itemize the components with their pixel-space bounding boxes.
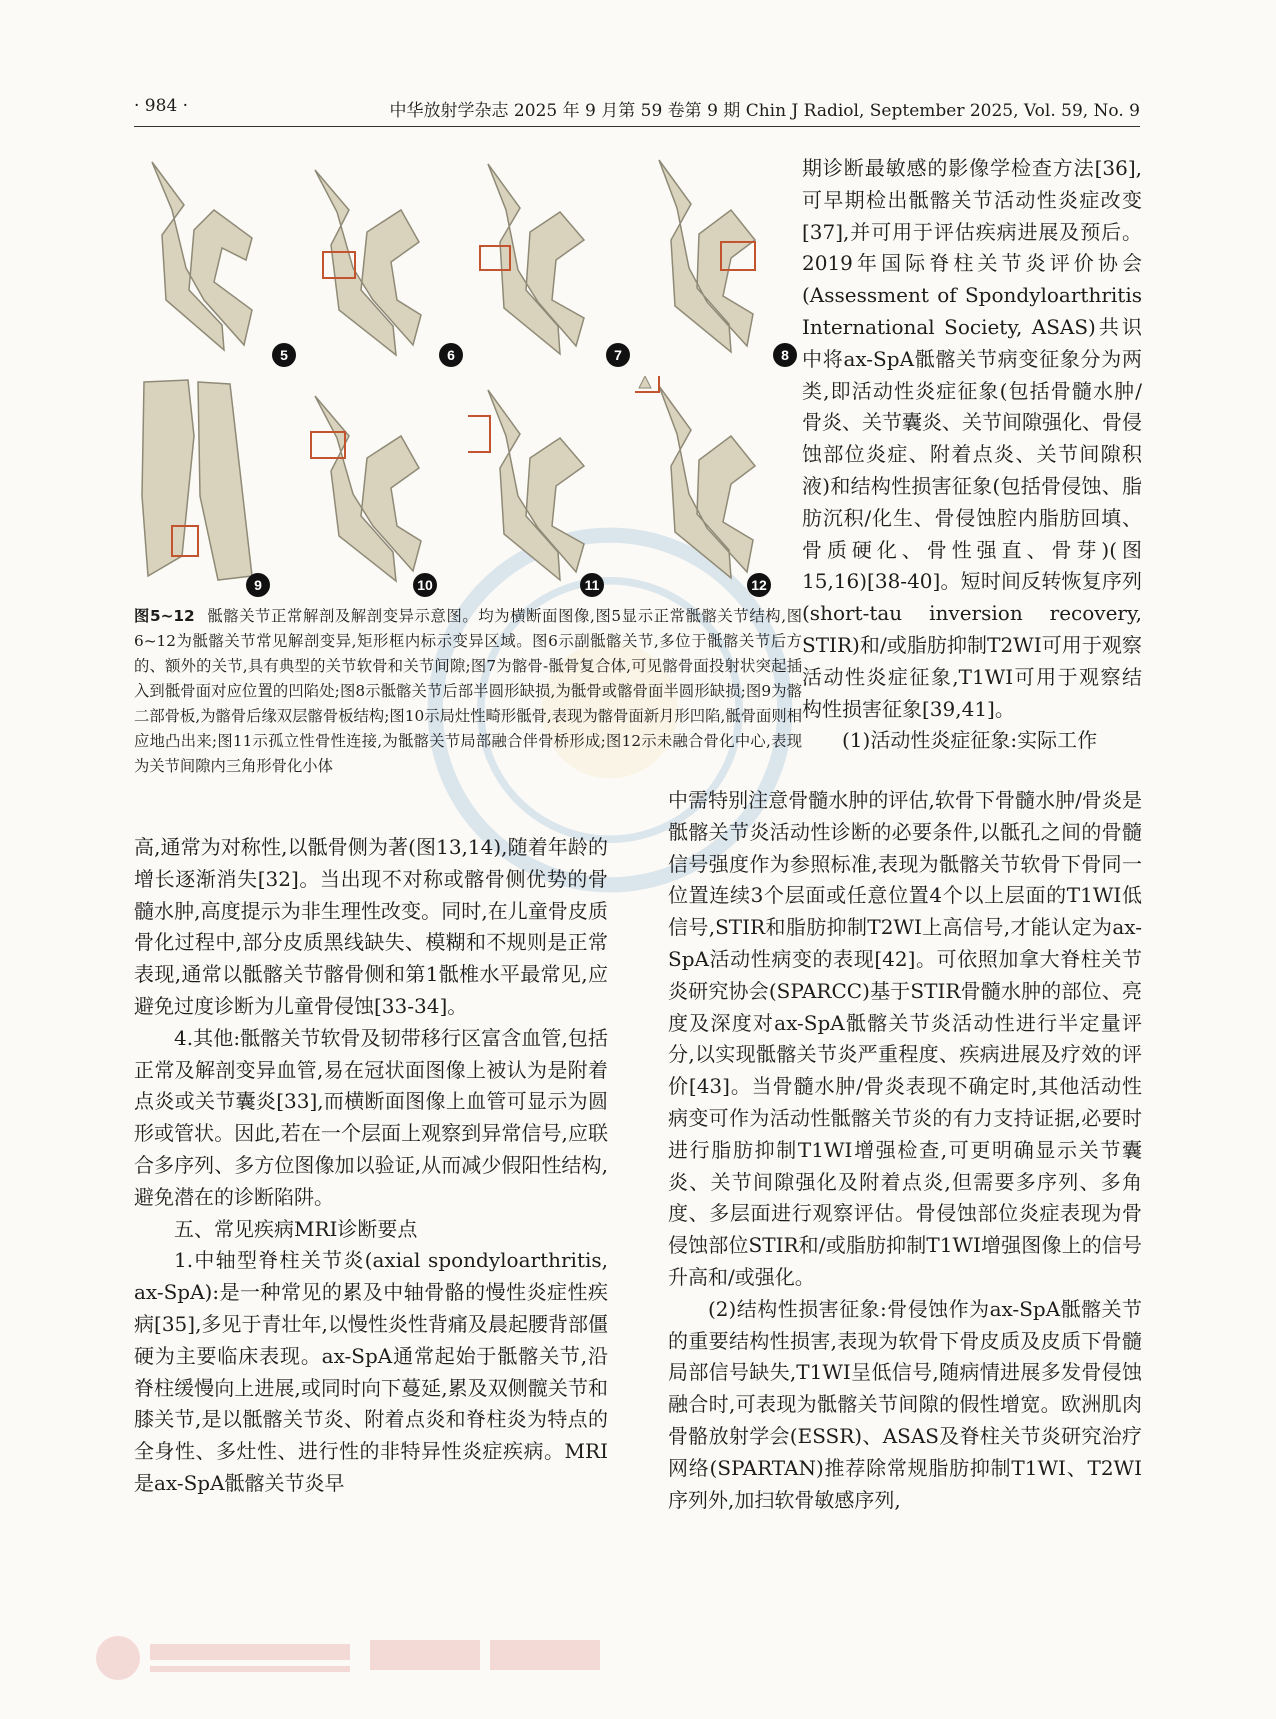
caption-label: 图5~12 <box>134 607 195 625</box>
panel-6 <box>301 150 468 376</box>
paragraph: 期诊断最敏感的影像学检查方法[36],可早期检出骶髂关节活动性炎症改变[37],并可用于评估疾病进展及预后。2019年国际脊柱关节炎评价协会(Assessment of Spondyloarthritis International Society, ASAS)共识中将ax-SpA骶髂关节病变征象分为两类,即活动性炎症征象(包括骨髓水肿/骨炎、关节囊炎、关节间隙强化、骨侵蚀部位炎症、附着点炎、关节间隙积液)和结构性损害征象(包括骨侵蚀、脂肪沉积/化生、骨侵蚀腔内脂肪回填、骨质硬化、骨性强直、骨芽)(图15,16)[38-40]。短时间反转恢复序列(short-tau inversion recovery, STIR)和/或脂肪抑制T2WI可用于观察活动性炎症征象,T1WI可用于观察结构性损害征象[39,41]。 <box>802 156 1142 721</box>
panel-number: 12 <box>751 577 767 593</box>
panel-number: 5 <box>280 347 288 363</box>
figure-caption <box>134 604 802 779</box>
paragraph: 1.中轴型脊柱关节炎(axial spondyloarthritis, ax-SpA):是一种常见的累及中轴骨骼的慢性炎症性疾病[35],多见于青壮年,以慢性炎性背痛及晨起腰背部僵硬为主要临床表现。ax-SpA通常起始于骶髂关节,沿脊柱缓慢向上进展,或同时向下蔓延,累及双侧髋关节和膝关节,是以骶髂关节炎、附着点炎和脊柱炎为特点的全身性、多灶性、进行性的非特异性炎症疾病。MRI是ax-SpA骶髂关节炎早 <box>134 1248 608 1495</box>
panel-number: 8 <box>781 347 789 363</box>
right-column-bottom <box>668 785 1142 1516</box>
paragraph: 中需特别注意骨髓水肿的评估,软骨下骨髓水肿/骨炎是骶髂关节炎活动性诊断的必要条件,以骶孔之间的骨髓信号强度作为参照标准,表现为骶髂关节软骨下骨同一位置连续3个层面或任意位置4个以上层面的T1WI低信号,STIR和脂肪抑制T2WI上高信号,才能认定为ax-SpA活动性病变的表现[42]。可依照加拿大脊柱关节炎研究协会(SPARCC)基于STIR骨髓水肿的部位、亮度及深度对ax-SpA骶髂关节炎活动性进行半定量评分,以实现骶髂关节炎严重程度、疾病进展及疗效的评价[43]。当骨髓水肿/骨炎表现不确定时,其他活动性病变可作为活动性骶髂关节炎的有力支持证据,必要时进行脂肪抑制T1WI增强检查,可更明确显示关节囊炎、关节间隙强化及附着点炎,但需要多序列、多角度、多层面进行观察评估。骨侵蚀部位炎症表现为骨侵蚀部位STIR和/或脂肪抑制T1WI增强图像上的信号升高和/或强化。 <box>668 788 1142 1289</box>
panel-number: 10 <box>417 577 433 593</box>
page-number: · 984 · <box>134 96 189 116</box>
figure-5-12 <box>134 150 802 602</box>
panel-10 <box>301 376 468 602</box>
paragraph: 4.其他:骶髂关节软骨及韧带移行区富含血管,包括正常及解剖变异血管,易在冠状面图像上被认为是附着点炎或关节囊炎[33],而横断面图像上血管可显示为圆形或管状。因此,若在一个层面上观察到异常信号,应联合多序列、多方位图像加以验证,从而减少假阳性结构,避免潜在的诊断陷阱。 <box>134 1025 608 1209</box>
running-header <box>134 96 1140 127</box>
panel-12 <box>635 376 802 602</box>
panel-7 <box>468 150 635 376</box>
right-column-top <box>802 153 1142 757</box>
caption-text: 骶髂关节正常解剖及解剖变异示意图。均为横断面图像,图5显示正常骶髂关节结构,图6~12为骶髂关节常见解剖变异,矩形框内标示变异区域。图6示副骶髂关节,多位于骶髂关节后方的、额外的关节,具有典型的关节软骨和关节间隙;图7为髂骨-骶骨复合体,可见髂骨面投射状突起插入到骶骨面对应位置的凹陷处;图8示骶髂关节后部半圆形缺损,为骶骨或髂骨面半圆形缺损;图9为髂二部骨板,为髂骨后缘双层髂骨板结构;图10示局灶性畸形骶骨,表现为髂骨面新月形凹陷,骶骨面则相应地凸出来;图11示孤立性骨性连接,为骶髂关节局部融合伴骨桥形成;图12示未融合骨化中心,表现为关节间隙内三角形骨化小体 <box>134 607 803 775</box>
left-column <box>134 832 608 1500</box>
publisher-logo <box>90 1630 610 1686</box>
panel-11 <box>468 376 635 602</box>
panel-number: 9 <box>254 577 262 593</box>
panel-9 <box>134 376 301 602</box>
journal-citation: 中华放射学杂志 2025 年 9 月第 59 卷第 9 期 Chin J Radiol, September 2025, Vol. 59, No. 9 <box>389 101 1140 121</box>
panel-8 <box>635 150 802 376</box>
paragraph: (1)活动性炎症征象:实际工作 <box>842 728 1098 753</box>
panel-5 <box>134 150 301 376</box>
panel-number: 11 <box>584 577 600 593</box>
paragraph: (2)结构性损害征象:骨侵蚀作为ax-SpA骶髂关节的重要结构性损害,表现为软骨下骨皮质及皮质下骨髓局部信号缺失,T1WI呈低信号,随病情进展多发骨侵蚀融合时,可表现为骶髂关节间隙的假性增宽。欧洲肌肉骨骼放射学会(ESSR)、ASAS及脊柱关节炎研究治疗网络(SPARTAN)推荐除常规脂肪抑制T1WI、T2WI序列外,加扫软骨敏感序列, <box>668 1296 1142 1512</box>
section-heading: 五、常见疾病MRI诊断要点 <box>174 1216 418 1241</box>
paragraph: 高,通常为对称性,以骶骨侧为著(图13,14),随着年龄的增长逐渐消失[32]。当出现不对称或髂骨侧优势的骨髓水肿,高度提示为非生理性改变。同时,在儿童骨皮质骨化过程中,部分皮质黑线缺失、模糊和不规则是正常表现,通常以骶髂关节髂骨侧和第1骶椎水平最常见,应避免过度诊断为儿童骨侵蚀[33-34]。 <box>134 835 608 1018</box>
panel-number: 6 <box>447 347 455 363</box>
panel-number: 7 <box>614 347 622 363</box>
